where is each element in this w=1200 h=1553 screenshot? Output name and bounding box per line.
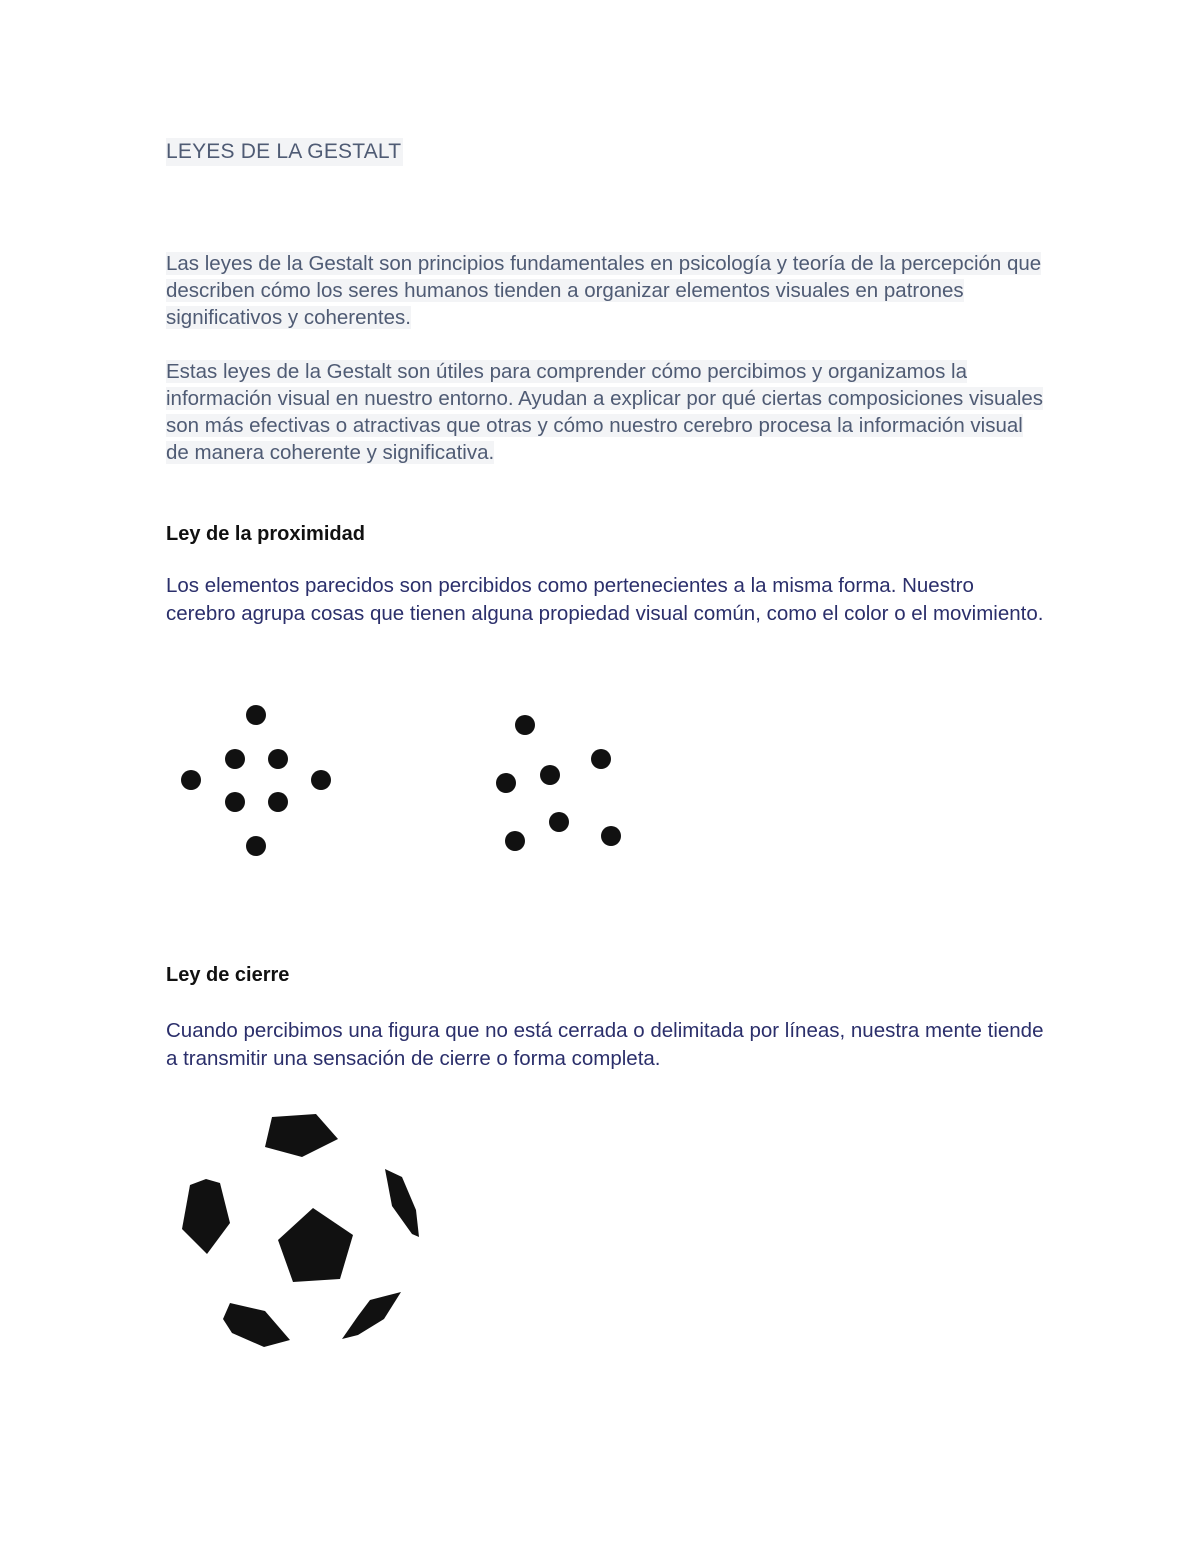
- proximity-dots-figure: [170, 695, 640, 870]
- dot: [496, 773, 516, 793]
- dot: [181, 770, 201, 790]
- section-title-proximidad: Ley de la proximidad: [166, 523, 365, 545]
- intro-paragraph-2: [166, 358, 1046, 466]
- closure-soccer-ball-figure: [170, 1105, 430, 1355]
- dot: [311, 770, 331, 790]
- intro-paragraph-1: [166, 250, 1046, 331]
- dot: [601, 826, 621, 846]
- section-title-cierre: Ley de cierre: [166, 964, 290, 986]
- dot: [515, 715, 535, 735]
- dot: [246, 836, 266, 856]
- left-patch: [182, 1179, 230, 1254]
- dot: [540, 765, 560, 785]
- bottom-right-patch: [342, 1292, 401, 1339]
- dot: [268, 792, 288, 812]
- intro-paragraph-1-text: Las leyes de la Gestalt son principios fundamentales en psicología y teoría de la percepción que describen cómo los seres humanos tienden a organizar elementos visuales en patrones significativos y coherentes.: [166, 252, 1042, 329]
- center-pentagon: [278, 1208, 353, 1282]
- dot: [549, 812, 569, 832]
- cierre-section: [166, 962, 1046, 1072]
- dot: [225, 749, 245, 769]
- document-content: [166, 138, 1046, 627]
- top-patch: [265, 1114, 338, 1157]
- dot: [225, 792, 245, 812]
- dot: [505, 831, 525, 851]
- right-patch: [385, 1169, 419, 1237]
- dot: [591, 749, 611, 769]
- document-title: LEYES DE LA GESTALT: [166, 138, 403, 166]
- dot: [246, 705, 266, 725]
- intro-paragraph-2-text: Estas leyes de la Gestalt son útiles para comprender cómo percibimos y organizamos la información visual en nuestro entorno. Ayudan a explicar por qué ciertas composiciones visuales son más efectivas o atractivas que otras y cómo nuestro cerebro procesa la información visual de manera coherente y significativa.: [166, 360, 1044, 464]
- bottom-left-patch: [223, 1303, 290, 1347]
- section-text-proximidad: Los elementos parecidos son percibidos como pertenecientes a la misma forma. Nuestro cerebro agrupa cosas que tienen alguna propiedad visual común, como el color o el movimiento.: [166, 574, 1044, 625]
- section-text-cierre: Cuando percibimos una figura que no está cerrada o delimitada por líneas, nuestra mente tiende a transmitir una sensación de cierre o forma completa.: [166, 1019, 1044, 1070]
- dot: [268, 749, 288, 769]
